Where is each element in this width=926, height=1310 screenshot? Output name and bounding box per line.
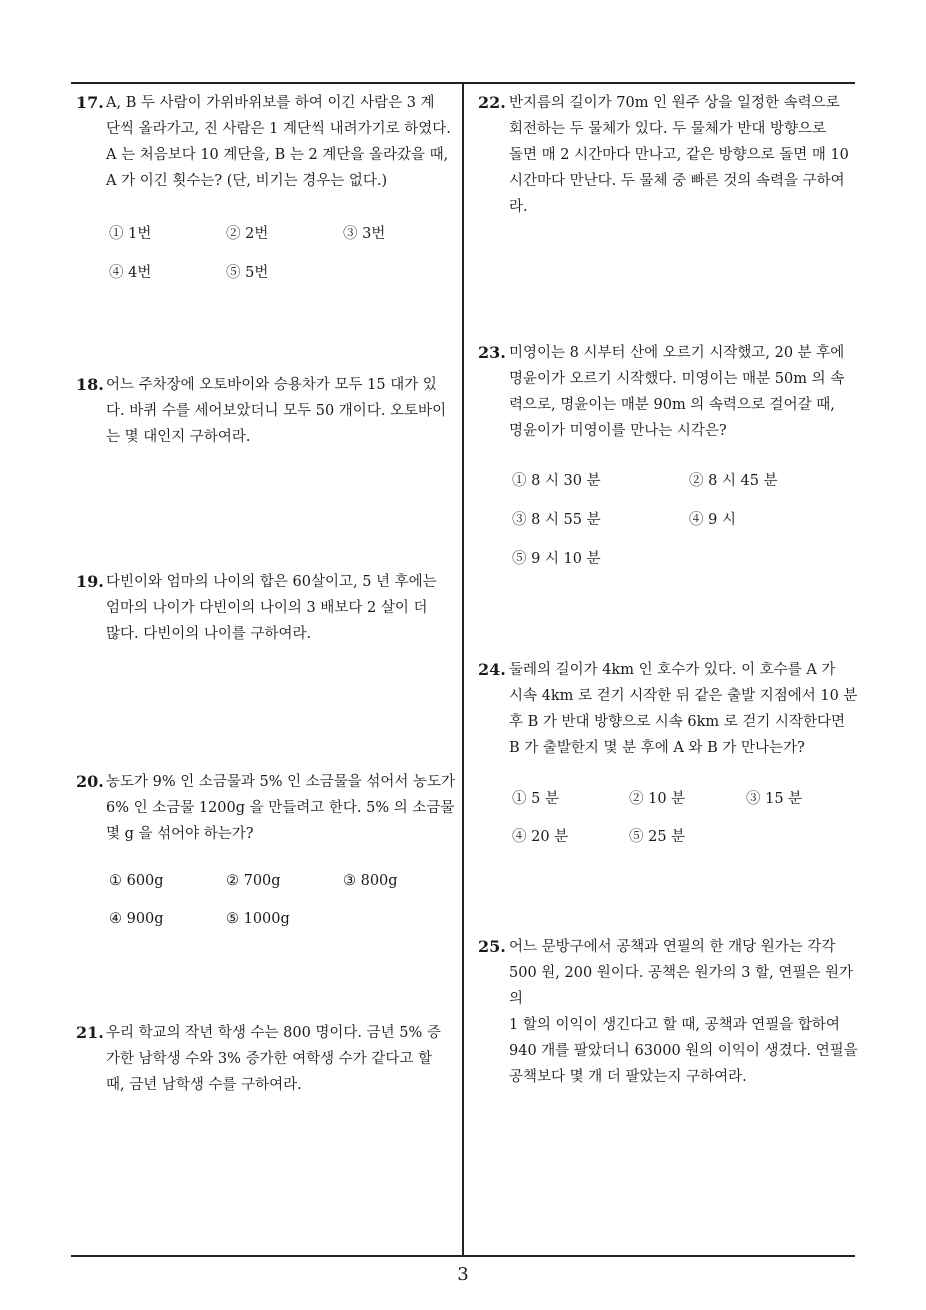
question-line: 때, 금년 남학생 수를 구하여라.	[106, 1077, 302, 1093]
question-24	[478, 657, 858, 761]
question-line: 라.	[509, 199, 528, 215]
question-line: 몇 g 을 섞어야 하는가?	[106, 826, 254, 842]
question-21	[76, 1020, 456, 1098]
question-line: 다. 바퀴 수를 세어보았더니 모두 50 개이다. 오토바이	[106, 403, 447, 419]
question-line: 다빈이와 엄마의 나이의 합은 60살이고, 5 년 후에는	[106, 574, 437, 590]
question-line: 명윤이가 미영이를 만나는 시각은?	[509, 423, 727, 439]
question-number: 25.	[478, 937, 506, 956]
question-line: 엄마의 나이가 다빈이의 나이의 3 배보다 2 살이 더	[106, 600, 428, 616]
question-line: 후 B 가 반대 방향으로 시속 6km 로 걷기 시작한다면	[509, 714, 846, 730]
question-line: 명윤이가 오르기 시작했다. 미영이는 매분 50m 의 속	[509, 371, 845, 387]
question-line: A 는 처음보다 10 계단을, B 는 2 계단을 올라갔을 때,	[106, 147, 449, 163]
question-line: 가한 남학생 수와 3% 증가한 여학생 수가 같다고 할	[106, 1051, 433, 1067]
option-1[interactable]: ① 8 시 30 분	[512, 473, 601, 489]
question-line: 공책보다 몇 개 더 팔았는지 구하여라.	[509, 1069, 747, 1085]
question-line: 는 몇 대인지 구하여라.	[106, 429, 251, 445]
question-number: 22.	[478, 93, 506, 112]
option-3[interactable]: ③ 8 시 55 분	[512, 512, 601, 528]
question-line: 1 할의 이익이 생긴다고 할 때, 공책과 연필을 합하여	[509, 1017, 840, 1033]
question-number: 19.	[76, 572, 104, 591]
question-line: 회전하는 두 물체가 있다. 두 물체가 반대 방향으로	[509, 121, 827, 137]
column-divider	[462, 82, 464, 1257]
option-2[interactable]: ② 700g	[226, 873, 281, 889]
option-4[interactable]: ④ 4번	[109, 265, 152, 281]
option-4[interactable]: ④ 9 시	[689, 512, 736, 528]
question-23	[478, 340, 858, 444]
option-1[interactable]: ① 600g	[109, 873, 164, 889]
question-25	[478, 934, 858, 1090]
option-5[interactable]: ⑤ 25 분	[629, 829, 686, 845]
question-line: 500 원, 200 원이다. 공책은 원가의 3 할, 연필은 원가의	[509, 965, 853, 1007]
option-4[interactable]: ④ 900g	[109, 911, 164, 927]
question-line: B 가 출발한지 몇 분 후에 A 와 B 가 만나는가?	[509, 740, 805, 756]
question-line: 시간마다 만난다. 두 물체 중 빠른 것의 속력을 구하여	[509, 173, 845, 189]
option-4[interactable]: ④ 20 분	[512, 829, 569, 845]
question-line: 돌면 매 2 시간마다 만나고, 같은 방향으로 돌면 매 10	[509, 147, 849, 163]
question-22	[478, 90, 858, 220]
question-number: 24.	[478, 660, 506, 679]
option-2[interactable]: ② 2번	[226, 226, 269, 242]
option-3[interactable]: ③ 3번	[343, 226, 386, 242]
question-number: 21.	[76, 1023, 104, 1042]
page-number: 3	[457, 1264, 469, 1285]
question-19	[76, 569, 456, 647]
question-line: 우리 학교의 작년 학생 수는 800 명이다. 금년 5% 증	[106, 1025, 441, 1041]
question-line: 농도가 9% 인 소금물과 5% 인 소금물을 섞어서 농도가	[106, 774, 456, 790]
option-3[interactable]: ③ 15 분	[746, 791, 803, 807]
option-2[interactable]: ② 10 분	[629, 791, 686, 807]
question-line: 력으로, 명윤이는 매분 90m 의 속력으로 걸어갈 때,	[509, 397, 835, 413]
option-2[interactable]: ② 8 시 45 분	[689, 473, 778, 489]
question-number: 23.	[478, 343, 506, 362]
question-17	[76, 90, 456, 194]
question-line: 어느 주차장에 오토바이와 승용차가 모두 15 대가 있	[106, 377, 437, 393]
question-line: 6% 인 소금물 1200g 을 만들려고 한다. 5% 의 소금물	[106, 800, 455, 816]
question-line: 시속 4km 로 걷기 시작한 뒤 같은 출발 지점에서 10 분	[509, 688, 858, 704]
question-number: 18.	[76, 375, 104, 394]
question-line: 어느 문방구에서 공책과 연필의 한 개당 원가는 각각	[509, 939, 836, 955]
question-line: 많다. 다빈이의 나이를 구하여라.	[106, 626, 312, 642]
option-5[interactable]: ⑤ 9 시 10 분	[512, 551, 601, 567]
option-3[interactable]: ③ 800g	[343, 873, 398, 889]
question-number: 17.	[76, 93, 104, 112]
question-line: 미영이는 8 시부터 산에 오르기 시작했고, 20 분 후에	[509, 345, 845, 361]
question-line: 반지름의 길이가 70m 인 원주 상을 일정한 속력으로	[509, 95, 840, 111]
question-line: 단씩 올라가고, 진 사람은 1 계단씩 내려가기로 하였다.	[106, 121, 451, 137]
option-5[interactable]: ⑤ 5번	[226, 265, 269, 281]
question-18	[76, 372, 456, 450]
option-5[interactable]: ⑤ 1000g	[226, 911, 290, 927]
question-line: 둘레의 길이가 4km 인 호수가 있다. 이 호수를 A 가	[509, 662, 836, 678]
option-1[interactable]: ① 1번	[109, 226, 152, 242]
question-20	[76, 769, 456, 847]
question-number: 20.	[76, 772, 104, 791]
option-1[interactable]: ① 5 분	[512, 791, 559, 807]
question-line: A 가 이긴 횟수는? (단, 비기는 경우는 없다.)	[106, 173, 388, 189]
question-line: A, B 두 사람이 가위바위보를 하여 이긴 사람은 3 계	[106, 95, 435, 111]
question-line: 940 개를 팔았더니 63000 원의 이익이 생겼다. 연필을	[509, 1043, 858, 1059]
